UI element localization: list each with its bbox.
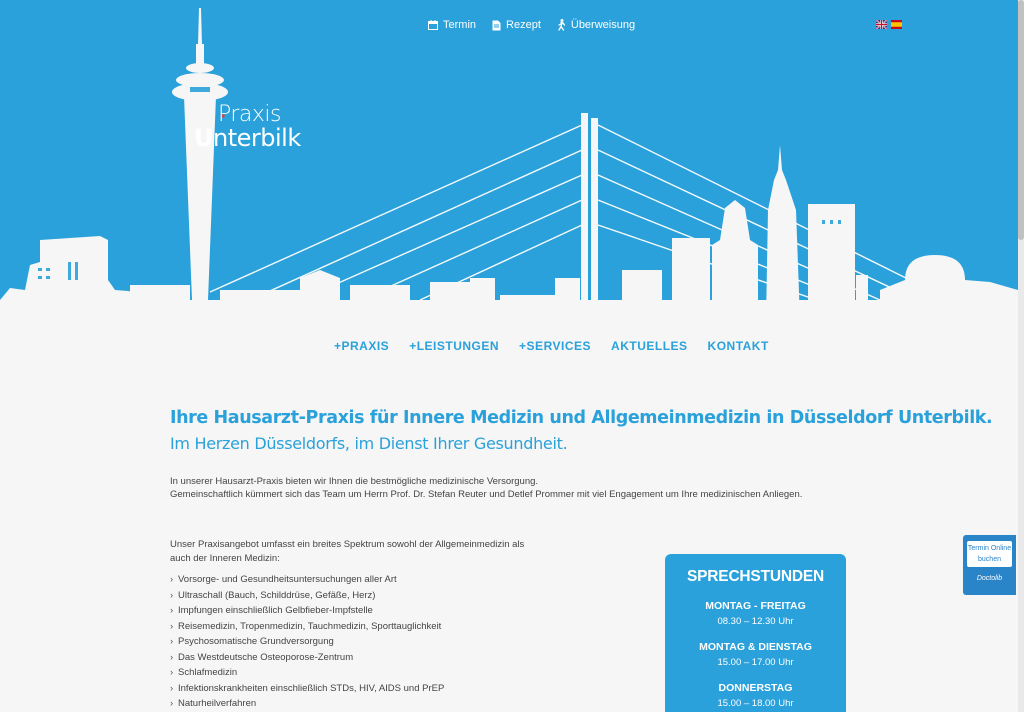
topnav-ueberweisung-label: Überweisung	[570, 19, 636, 31]
intro-line-1: In unserer Hausarzt-Praxis bieten wir Ihnen die bestmögliche medizinische Versorgung.	[170, 476, 539, 487]
hero-banner	[0, 0, 1018, 330]
logo-line-praxis: Praxis	[218, 102, 281, 127]
logo[interactable]	[194, 104, 301, 150]
nav-kontakt[interactable]: KONTAKT	[707, 339, 769, 353]
nav-aktuelles[interactable]: AKTUELLES	[611, 339, 688, 353]
duesseldorf-skyline-illustration	[0, 0, 1018, 330]
offer-text: Unser Praxisangebot umfasst ein breites Spektrum sowohl der Allgemeinmedizin als auch der Inneren Medizin:	[170, 539, 525, 564]
uk-flag-icon[interactable]	[876, 20, 887, 29]
main-navigation	[334, 339, 769, 353]
office-hours-title: SPRECHSTUNDEN	[687, 568, 824, 585]
list-item: › Schlafmedizin	[170, 665, 530, 681]
scrollbar-thumb[interactable]	[1018, 0, 1024, 240]
doctolib-logo: Doctolib	[976, 575, 1003, 582]
list-item: › Reisemedizin, Tropenmedizin, Tauchmedizin, Sporttauglichkeit	[170, 619, 530, 635]
hours-day-label: MONTAG & DIENSTAG	[699, 641, 812, 653]
walking-person-icon	[557, 19, 566, 31]
list-item: › Vorsorge- und Gesundheitsuntersuchungen aller Art	[170, 572, 530, 588]
topnav-termin-label: Termin	[443, 19, 477, 31]
online-booking-widget[interactable]	[963, 535, 1016, 595]
intro-section	[170, 408, 993, 501]
logo-word-rest: nterbilk	[213, 124, 301, 152]
hours-time: 15.00 – 18.00 Uhr	[717, 698, 794, 709]
nav-praxis[interactable]: +PRAXIS	[334, 339, 390, 353]
topnav-ueberweisung-link[interactable]	[557, 19, 635, 31]
logo-letter-u: U	[194, 124, 213, 152]
language-switcher	[876, 20, 902, 29]
book-appointment-button[interactable]: Termin Online buchen	[967, 541, 1012, 567]
topnav-rezept-label: Rezept	[506, 19, 541, 31]
office-hours-box	[665, 554, 846, 712]
intro-line-2: Gemeinschaftlich kümmert sich das Team um Herrn Prof. Dr. Stefan Reuter und Detlef Prommer mit viel Engagement um Ihre medizinischen Anliegen.	[170, 489, 803, 500]
page-headline: Ihre Hausarzt-Praxis für Innere Medizin und Allgemeinmedizin in Düsseldorf Unterbilk.	[170, 408, 993, 428]
list-item: › Naturheilverfahren	[170, 696, 530, 712]
page-subline: Im Herzen Düsseldorfs, im Dienst Ihrer Gesundheit.	[170, 434, 568, 453]
nav-services[interactable]: +SERVICES	[519, 339, 592, 353]
list-item: › Impfungen einschließlich Gelbfieber-Impfstelle	[170, 603, 530, 619]
logo-line-unterbilk	[194, 126, 301, 150]
list-item: › Ultraschall (Bauch, Schilddrüse, Gefäße, Herz)	[170, 588, 530, 604]
offer-list	[170, 572, 530, 712]
services-offer	[170, 538, 530, 712]
list-item: › Das Westdeutsche Osteoporose-Zentrum	[170, 650, 530, 666]
list-item: › Psychosomatische Grundversorgung	[170, 634, 530, 650]
top-navigation	[428, 19, 635, 31]
nav-leistungen[interactable]: +LEISTUNGEN	[409, 339, 500, 353]
hours-time: 08.30 – 12.30 Uhr	[717, 616, 794, 627]
topnav-termin-link[interactable]	[428, 19, 476, 31]
calendar-icon	[428, 20, 438, 30]
hours-day-label: DONNERSTAG	[718, 682, 793, 694]
hours-day-label: MONTAG - FREITAG	[705, 600, 806, 612]
intro-text	[170, 475, 870, 501]
page-scrollbar[interactable]	[1018, 0, 1024, 712]
list-item: › Infektionskrankheiten einschließlich STDs, HIV, AIDS und PrEP	[170, 681, 530, 697]
topnav-rezept-link[interactable]	[492, 19, 541, 31]
spain-flag-icon[interactable]	[891, 20, 902, 29]
hours-time: 15.00 – 17.00 Uhr	[717, 657, 794, 668]
document-icon	[492, 20, 501, 31]
